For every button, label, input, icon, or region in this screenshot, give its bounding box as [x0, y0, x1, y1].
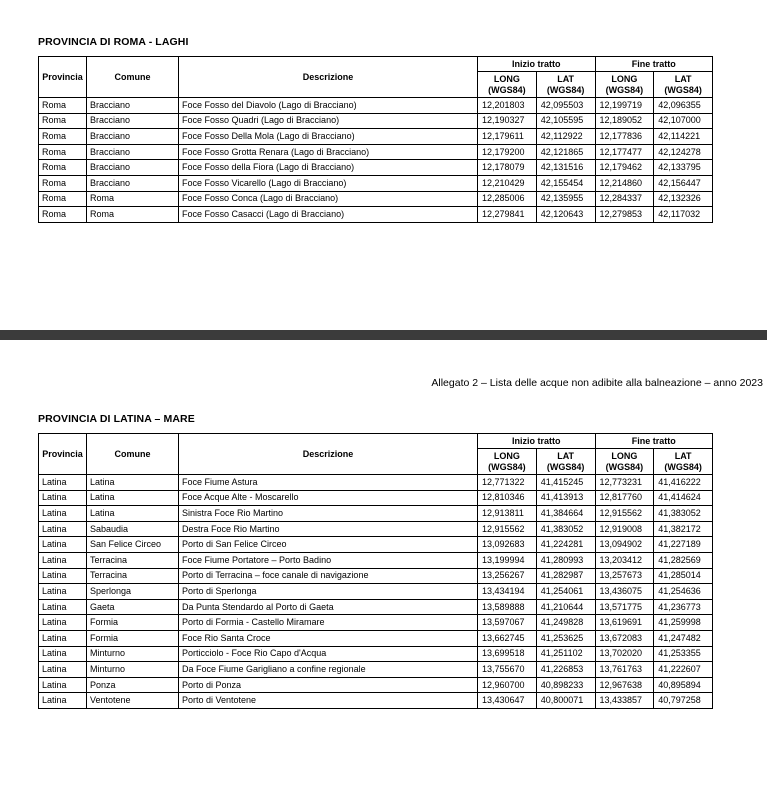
- cell-lat-inizio: 41,282987: [536, 568, 595, 584]
- cell-lat-fine: 41,253355: [654, 646, 713, 662]
- cell-descrizione: Foce Fosso Casacci (Lago di Bracciano): [179, 207, 478, 223]
- cell-long-fine: 13,702020: [595, 646, 654, 662]
- header-descrizione: Descrizione: [179, 57, 478, 98]
- cell-long-inizio: 12,201803: [478, 98, 537, 114]
- table-row: [39, 584, 713, 600]
- cell-comune: Bracciano: [87, 175, 179, 191]
- cell-comune: Ventotene: [87, 693, 179, 709]
- cell-long-fine: 13,094902: [595, 537, 654, 553]
- cell-comune: Bracciano: [87, 144, 179, 160]
- cell-long-inizio: 12,179200: [478, 144, 537, 160]
- cell-comune: Terracina: [87, 568, 179, 584]
- cell-descrizione: Foce Fosso Della Mola (Lago di Bracciano): [179, 129, 478, 145]
- cell-descrizione: Foce Fosso Conca (Lago di Bracciano): [179, 191, 478, 207]
- cell-comune: Roma: [87, 207, 179, 223]
- cell-lat-inizio: 41,253625: [536, 630, 595, 646]
- cell-descrizione: Da Foce Fiume Garigliano a confine regionale: [179, 662, 478, 678]
- cell-lat-inizio: 42,112922: [536, 129, 595, 145]
- cell-lat-inizio: 42,121865: [536, 144, 595, 160]
- table-row: [39, 615, 713, 631]
- cell-provincia: Latina: [39, 646, 87, 662]
- cell-lat-fine: 41,247482: [654, 630, 713, 646]
- cell-long-fine: 12,817760: [595, 490, 654, 506]
- cell-provincia: Roma: [39, 207, 87, 223]
- header-comune: Comune: [87, 57, 179, 98]
- table-row: [39, 160, 713, 176]
- header-long-inizio: LONG (WGS84): [478, 449, 537, 475]
- cell-lat-inizio: 41,251102: [536, 646, 595, 662]
- table-row: [39, 175, 713, 191]
- cell-long-fine: 13,433857: [595, 693, 654, 709]
- cell-lat-fine: 41,254636: [654, 584, 713, 600]
- header-long-inizio: LONG (WGS84): [478, 72, 537, 98]
- cell-descrizione: Foce Fosso Quadri (Lago di Bracciano): [179, 113, 478, 129]
- cell-lat-fine: 41,416222: [654, 475, 713, 491]
- cell-lat-inizio: 41,254061: [536, 584, 595, 600]
- cell-long-fine: 13,761763: [595, 662, 654, 678]
- table-body-roma: [39, 98, 713, 223]
- cell-descrizione: Porto di Sperlonga: [179, 584, 478, 600]
- cell-long-inizio: 12,771322: [478, 475, 537, 491]
- cell-long-fine: 12,177477: [595, 144, 654, 160]
- cell-lat-fine: 41,382172: [654, 521, 713, 537]
- page-separator: [0, 330, 767, 340]
- cell-long-fine: 13,257673: [595, 568, 654, 584]
- header-provincia: Provincia: [39, 57, 87, 98]
- cell-comune: Bracciano: [87, 160, 179, 176]
- header-long-fine: LONG (WGS84): [595, 72, 654, 98]
- table-row: [39, 207, 713, 223]
- table-row: [39, 490, 713, 506]
- cell-long-fine: 12,919008: [595, 521, 654, 537]
- cell-provincia: Latina: [39, 490, 87, 506]
- table-roma-laghi: [38, 56, 713, 223]
- cell-provincia: Latina: [39, 584, 87, 600]
- cell-lat-fine: 42,124278: [654, 144, 713, 160]
- cell-provincia: Latina: [39, 521, 87, 537]
- table-row: [39, 98, 713, 114]
- header-comune: Comune: [87, 434, 179, 475]
- cell-comune: Latina: [87, 506, 179, 522]
- cell-long-fine: 12,279853: [595, 207, 654, 223]
- cell-long-inizio: 13,092683: [478, 537, 537, 553]
- cell-provincia: Latina: [39, 537, 87, 553]
- table-row: [39, 677, 713, 693]
- cell-provincia: Roma: [39, 191, 87, 207]
- cell-provincia: Latina: [39, 677, 87, 693]
- cell-long-inizio: 13,597067: [478, 615, 537, 631]
- cell-provincia: Latina: [39, 475, 87, 491]
- cell-long-inizio: 12,210429: [478, 175, 537, 191]
- table-row: [39, 630, 713, 646]
- header-descrizione: Descrizione: [179, 434, 478, 475]
- cell-descrizione: Foce Fiume Astura: [179, 475, 478, 491]
- cell-long-fine: 12,967638: [595, 677, 654, 693]
- section-title-roma: PROVINCIA DI ROMA - LAGHI: [38, 36, 189, 48]
- table-row: [39, 693, 713, 709]
- section-title-latina: PROVINCIA DI LATINA – MARE: [38, 413, 195, 425]
- cell-lat-fine: 42,156447: [654, 175, 713, 191]
- document-header: Allegato 2 – Lista delle acque non adibite alla balneazione – anno 2023: [431, 377, 763, 389]
- table-latina-mare: [38, 433, 713, 709]
- cell-descrizione: Porto di Formia - Castello Miramare: [179, 615, 478, 631]
- page-2: [0, 340, 767, 807]
- cell-long-inizio: 12,279841: [478, 207, 537, 223]
- header-fine-tratto: Fine tratto: [595, 57, 713, 72]
- cell-comune: Bracciano: [87, 98, 179, 114]
- cell-lat-fine: 42,114221: [654, 129, 713, 145]
- cell-lat-inizio: 41,280993: [536, 552, 595, 568]
- cell-long-fine: 12,177836: [595, 129, 654, 145]
- cell-comune: Roma: [87, 191, 179, 207]
- table-row: [39, 144, 713, 160]
- cell-comune: Bracciano: [87, 129, 179, 145]
- cell-long-inizio: 12,960700: [478, 677, 537, 693]
- cell-comune: San Felice Circeo: [87, 537, 179, 553]
- cell-lat-inizio: 42,095503: [536, 98, 595, 114]
- table-row: [39, 646, 713, 662]
- page-1: [0, 0, 767, 330]
- header-lat-inizio: LAT (WGS84): [536, 72, 595, 98]
- table-row: [39, 552, 713, 568]
- cell-lat-fine: 41,282569: [654, 552, 713, 568]
- header-inizio-tratto: Inizio tratto: [478, 57, 596, 72]
- cell-long-inizio: 12,179611: [478, 129, 537, 145]
- cell-provincia: Latina: [39, 568, 87, 584]
- cell-long-fine: 13,203412: [595, 552, 654, 568]
- cell-descrizione: Porticciolo - Foce Rio Capo d'Acqua: [179, 646, 478, 662]
- cell-long-fine: 12,773231: [595, 475, 654, 491]
- table-row: [39, 521, 713, 537]
- cell-descrizione: Sinistra Foce Rio Martino: [179, 506, 478, 522]
- cell-lat-inizio: 41,413913: [536, 490, 595, 506]
- cell-provincia: Latina: [39, 599, 87, 615]
- cell-comune: Minturno: [87, 662, 179, 678]
- header-provincia: Provincia: [39, 434, 87, 475]
- cell-lat-inizio: 41,383052: [536, 521, 595, 537]
- cell-provincia: Roma: [39, 160, 87, 176]
- table-row: [39, 191, 713, 207]
- cell-long-fine: 13,436075: [595, 584, 654, 600]
- cell-lat-fine: 41,414624: [654, 490, 713, 506]
- cell-lat-fine: 41,236773: [654, 599, 713, 615]
- cell-long-inizio: 12,810346: [478, 490, 537, 506]
- cell-lat-inizio: 41,210644: [536, 599, 595, 615]
- header-fine-tratto: Fine tratto: [595, 434, 713, 449]
- cell-descrizione: Foce Fosso Vicarello (Lago di Bracciano): [179, 175, 478, 191]
- cell-descrizione: Foce Fosso della Fiora (Lago di Bracciano): [179, 160, 478, 176]
- cell-provincia: Roma: [39, 129, 87, 145]
- header-lat-fine: LAT (WGS84): [654, 72, 713, 98]
- header-inizio-tratto: Inizio tratto: [478, 434, 596, 449]
- cell-long-fine: 12,284337: [595, 191, 654, 207]
- cell-lat-inizio: 41,384664: [536, 506, 595, 522]
- cell-long-fine: 12,214860: [595, 175, 654, 191]
- cell-lat-inizio: 42,135955: [536, 191, 595, 207]
- table-row: [39, 113, 713, 129]
- cell-lat-inizio: 42,120643: [536, 207, 595, 223]
- cell-descrizione: Da Punta Stendardo al Porto di Gaeta: [179, 599, 478, 615]
- cell-comune: Sabaudia: [87, 521, 179, 537]
- cell-long-inizio: 13,434194: [478, 584, 537, 600]
- table-row: [39, 662, 713, 678]
- cell-long-inizio: 13,199994: [478, 552, 537, 568]
- cell-long-inizio: 12,915562: [478, 521, 537, 537]
- cell-provincia: Latina: [39, 693, 87, 709]
- cell-lat-inizio: 40,800071: [536, 693, 595, 709]
- cell-comune: Formia: [87, 615, 179, 631]
- cell-comune: Formia: [87, 630, 179, 646]
- cell-lat-inizio: 42,131516: [536, 160, 595, 176]
- cell-provincia: Roma: [39, 175, 87, 191]
- cell-long-fine: 12,179462: [595, 160, 654, 176]
- table-row: [39, 537, 713, 553]
- cell-descrizione: Porto di Ventotene: [179, 693, 478, 709]
- table-row: [39, 475, 713, 491]
- cell-lat-fine: 40,797258: [654, 693, 713, 709]
- cell-provincia: Latina: [39, 552, 87, 568]
- cell-long-inizio: 13,699518: [478, 646, 537, 662]
- table-row: [39, 129, 713, 145]
- cell-long-inizio: 13,755670: [478, 662, 537, 678]
- cell-long-inizio: 12,285006: [478, 191, 537, 207]
- cell-lat-inizio: 41,249828: [536, 615, 595, 631]
- cell-long-fine: 13,619691: [595, 615, 654, 631]
- cell-long-inizio: 12,190327: [478, 113, 537, 129]
- cell-provincia: Latina: [39, 506, 87, 522]
- cell-lat-fine: 41,259998: [654, 615, 713, 631]
- cell-provincia: Roma: [39, 98, 87, 114]
- table-body-latina: [39, 475, 713, 709]
- cell-lat-inizio: 41,224281: [536, 537, 595, 553]
- cell-long-fine: 12,915562: [595, 506, 654, 522]
- cell-descrizione: Foce Fosso Grotta Renara (Lago di Bracciano): [179, 144, 478, 160]
- cell-comune: Bracciano: [87, 113, 179, 129]
- cell-descrizione: Destra Foce Rio Martino: [179, 521, 478, 537]
- cell-lat-inizio: 41,415245: [536, 475, 595, 491]
- cell-descrizione: Porto di San Felice Circeo: [179, 537, 478, 553]
- cell-long-inizio: 13,662745: [478, 630, 537, 646]
- table-row: [39, 599, 713, 615]
- cell-lat-fine: 42,107000: [654, 113, 713, 129]
- cell-lat-fine: 41,222607: [654, 662, 713, 678]
- cell-long-fine: 13,672083: [595, 630, 654, 646]
- cell-long-fine: 12,189052: [595, 113, 654, 129]
- cell-provincia: Roma: [39, 144, 87, 160]
- cell-lat-fine: 42,132326: [654, 191, 713, 207]
- cell-comune: Latina: [87, 490, 179, 506]
- cell-lat-inizio: 40,898233: [536, 677, 595, 693]
- cell-provincia: Latina: [39, 662, 87, 678]
- header-long-fine: LONG (WGS84): [595, 449, 654, 475]
- cell-lat-inizio: 41,226853: [536, 662, 595, 678]
- cell-provincia: Latina: [39, 615, 87, 631]
- cell-comune: Sperlonga: [87, 584, 179, 600]
- cell-comune: Ponza: [87, 677, 179, 693]
- cell-lat-fine: 42,096355: [654, 98, 713, 114]
- header-lat-inizio: LAT (WGS84): [536, 449, 595, 475]
- cell-descrizione: Foce Acque Alte - Moscarello: [179, 490, 478, 506]
- cell-lat-fine: 41,383052: [654, 506, 713, 522]
- cell-provincia: Latina: [39, 630, 87, 646]
- cell-descrizione: Porto di Terracina – foce canale di navigazione: [179, 568, 478, 584]
- cell-comune: Terracina: [87, 552, 179, 568]
- cell-provincia: Roma: [39, 113, 87, 129]
- cell-long-fine: 13,571775: [595, 599, 654, 615]
- cell-descrizione: Foce Rio Santa Croce: [179, 630, 478, 646]
- cell-long-inizio: 12,913811: [478, 506, 537, 522]
- table-row: [39, 568, 713, 584]
- cell-descrizione: Foce Fosso del Diavolo (Lago di Bracciano): [179, 98, 478, 114]
- cell-lat-fine: 42,133795: [654, 160, 713, 176]
- cell-lat-fine: 41,227189: [654, 537, 713, 553]
- cell-long-inizio: 12,178079: [478, 160, 537, 176]
- cell-long-fine: 12,199719: [595, 98, 654, 114]
- cell-lat-inizio: 42,105595: [536, 113, 595, 129]
- cell-lat-fine: 41,285014: [654, 568, 713, 584]
- cell-comune: Minturno: [87, 646, 179, 662]
- table-row: [39, 506, 713, 522]
- cell-long-inizio: 13,256267: [478, 568, 537, 584]
- cell-lat-inizio: 42,155454: [536, 175, 595, 191]
- cell-lat-fine: 40,895894: [654, 677, 713, 693]
- header-lat-fine: LAT (WGS84): [654, 449, 713, 475]
- cell-long-inizio: 13,430647: [478, 693, 537, 709]
- cell-comune: Gaeta: [87, 599, 179, 615]
- cell-lat-fine: 42,117032: [654, 207, 713, 223]
- cell-descrizione: Foce Fiume Portatore – Porto Badino: [179, 552, 478, 568]
- cell-long-inizio: 13,589888: [478, 599, 537, 615]
- cell-comune: Latina: [87, 475, 179, 491]
- cell-descrizione: Porto di Ponza: [179, 677, 478, 693]
